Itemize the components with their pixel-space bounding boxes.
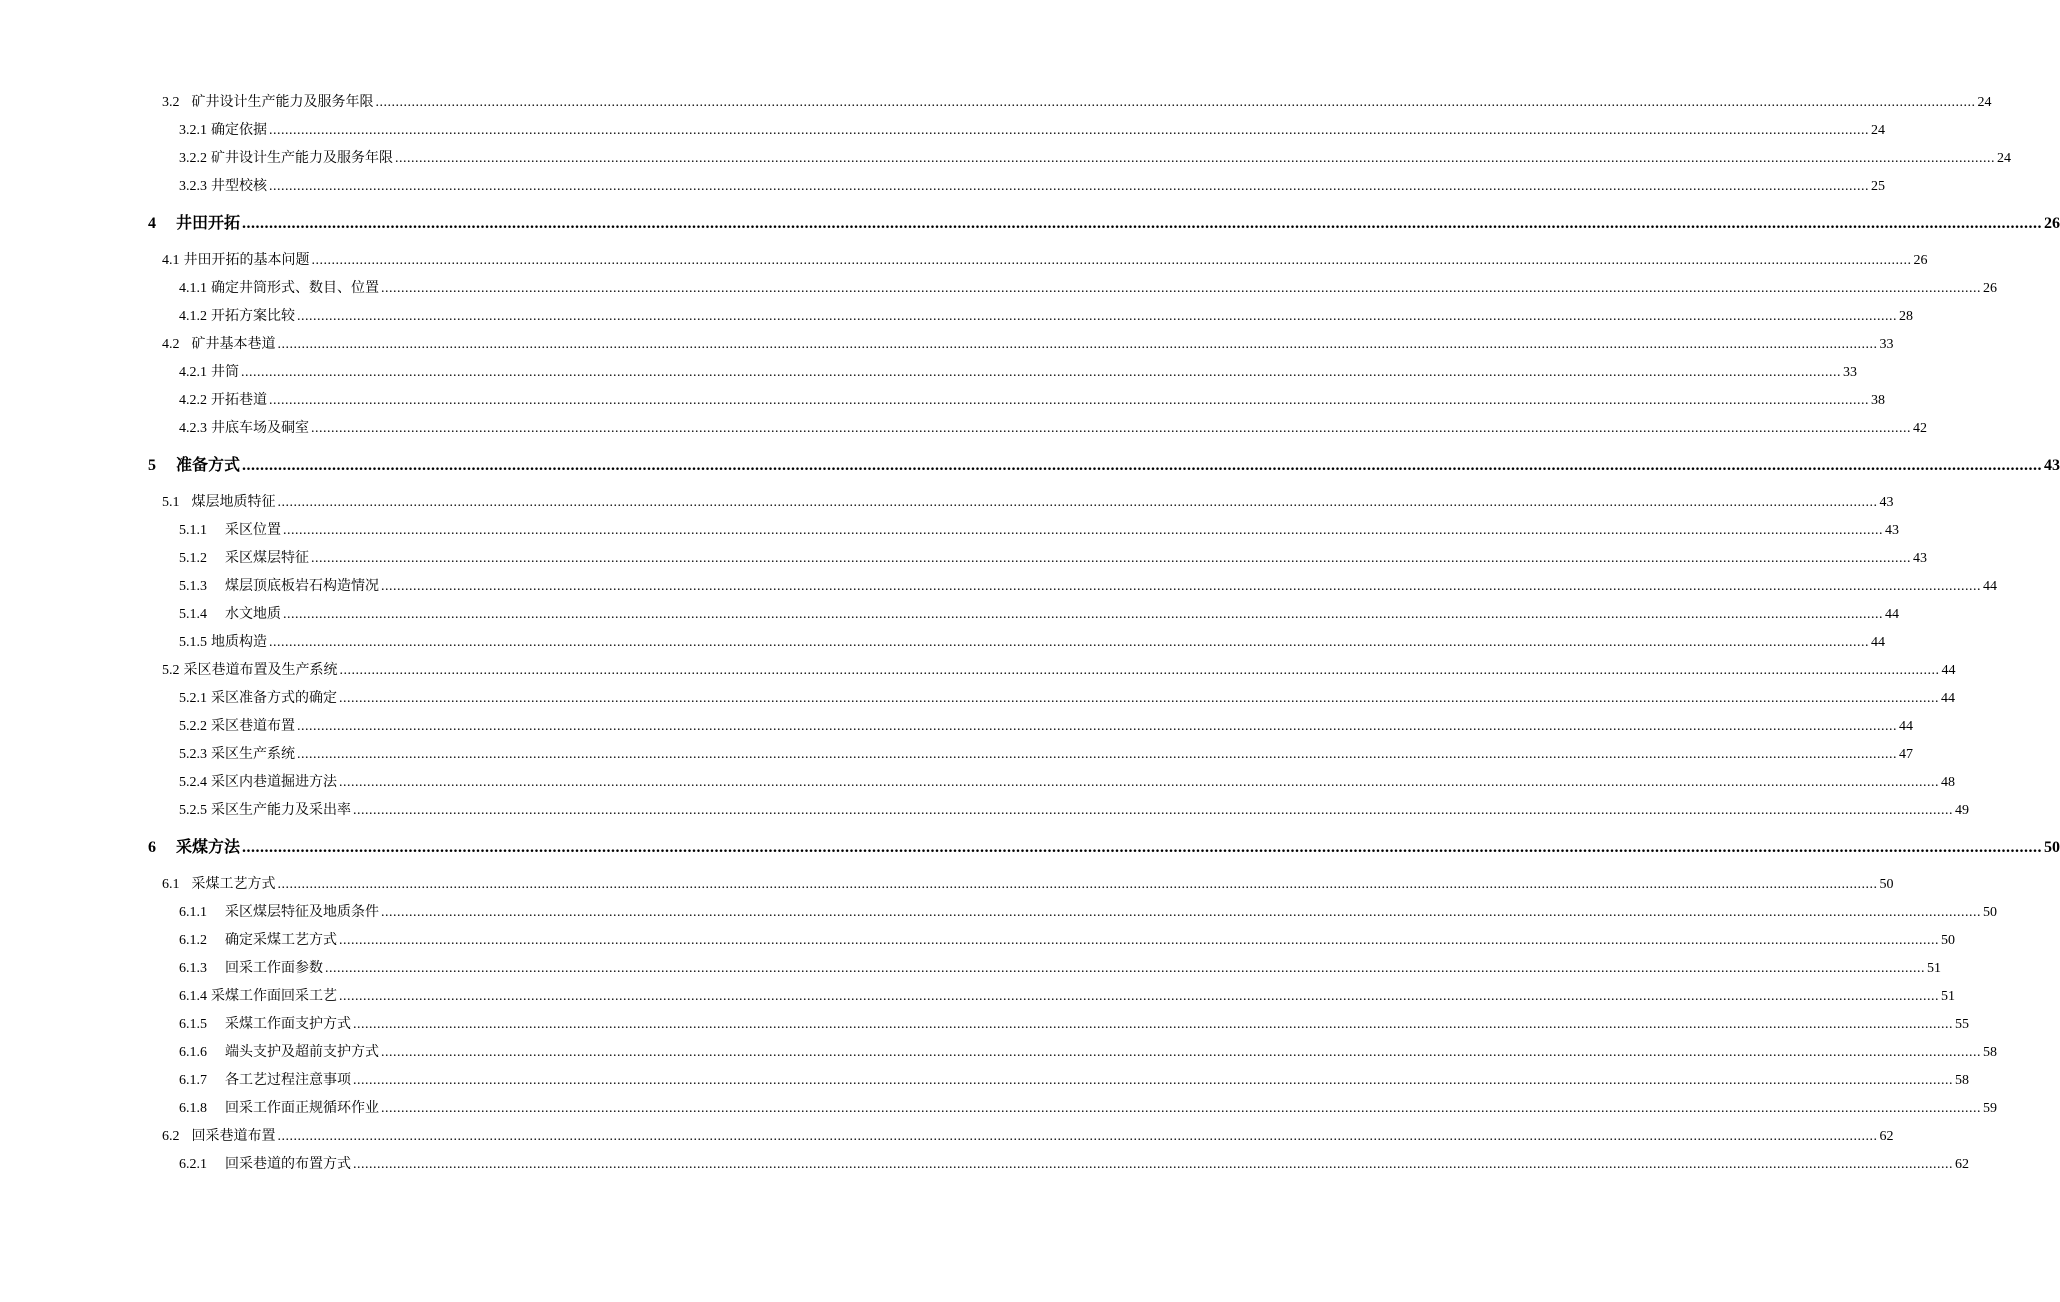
toc-page-number: 62 <box>1955 1157 1969 1172</box>
toc-page-number: 59 <box>1983 1101 1997 1116</box>
toc-dot-leader: ................................................................................................................................................................................................................................................................................................................................................................................................................ <box>269 635 1869 650</box>
toc-dot-leader: ................................................................................................................................................................................................................................................................................................................................................................................................................ <box>242 457 2043 474</box>
toc-entry[interactable] <box>179 1041 1997 1061</box>
toc-page-number: 44 <box>1899 719 1913 734</box>
toc-dot-leader: ................................................................................................................................................................................................................................................................................................................................................................................................................ <box>277 1129 1878 1144</box>
toc-entry-number: 6.2 <box>162 1129 180 1144</box>
toc-page-number: 26 <box>1983 281 1997 296</box>
toc-page-number: 50 <box>1941 933 1955 948</box>
toc-entry-title: 采区煤层特征 <box>225 551 309 566</box>
toc-entry[interactable] <box>179 547 1927 567</box>
toc-entry-title: 采煤工作面回采工艺 <box>211 989 337 1004</box>
toc-page-number: 62 <box>1879 1129 1894 1144</box>
toc-entry[interactable] <box>179 1069 1969 1089</box>
toc-entry-number: 3.2.3 <box>179 179 207 194</box>
toc-entry[interactable] <box>179 799 1969 819</box>
toc-entry[interactable] <box>179 985 1955 1005</box>
toc-dot-leader: ................................................................................................................................................................................................................................................................................................................................................................................................................ <box>311 421 1911 436</box>
toc-entry-number: 5.2 <box>162 663 180 678</box>
toc-entry-number: 4.1 <box>162 253 180 268</box>
toc-entry-title: 采区巷道布置及生产系统 <box>183 663 338 678</box>
toc-entry-title: 矿井基本巷道 <box>191 337 276 352</box>
toc-page-number: 47 <box>1899 747 1913 762</box>
toc-entry-title: 确定依据 <box>211 123 267 138</box>
toc-entry-number: 5.1.4 <box>179 607 207 622</box>
toc-entry-number: 5.1.5 <box>179 635 207 650</box>
toc-entry-number: 4.2.1 <box>179 365 207 380</box>
toc-dot-leader: ................................................................................................................................................................................................................................................................................................................................................................................................................ <box>242 215 2043 232</box>
toc-entry-number: 6 <box>148 839 156 856</box>
toc-page-number: 42 <box>1913 421 1927 436</box>
toc-dot-leader: ................................................................................................................................................................................................................................................................................................................................................................................................................ <box>269 393 1869 408</box>
toc-entry-number: 5.2.5 <box>179 803 207 818</box>
toc-entry-title: 井筒 <box>211 365 239 380</box>
toc-entry-title: 采区生产系统 <box>211 747 295 762</box>
toc-page-number: 50 <box>1983 905 1997 920</box>
toc-chapter-entry[interactable] <box>148 834 2060 857</box>
toc-page-number: 24 <box>1997 151 2011 166</box>
toc-dot-leader: ................................................................................................................................................................................................................................................................................................................................................................................................................ <box>297 309 1897 324</box>
toc-entry[interactable] <box>179 417 1927 437</box>
toc-entry[interactable] <box>179 715 1913 735</box>
toc-entry-number: 5.2.1 <box>179 691 207 706</box>
toc-entry[interactable] <box>179 277 1997 297</box>
toc-entry-title: 端头支护及超前支护方式 <box>225 1045 379 1060</box>
toc-page-number: 25 <box>1871 179 1885 194</box>
toc-dot-leader: ................................................................................................................................................................................................................................................................................................................................................................................................................ <box>277 337 1878 352</box>
toc-page-number: 44 <box>1885 607 1899 622</box>
toc-entry[interactable] <box>179 1013 1969 1033</box>
toc-entry[interactable] <box>179 305 1913 325</box>
toc-entry-number: 4.2.2 <box>179 393 207 408</box>
toc-entry-number: 5.1.2 <box>179 551 207 566</box>
toc-entry[interactable] <box>179 175 1885 195</box>
toc-entry-number: 6.2.1 <box>179 1157 207 1172</box>
toc-entry[interactable] <box>179 631 1885 651</box>
toc-entry-number: 6.1.7 <box>179 1073 207 1088</box>
toc-dot-leader: ................................................................................................................................................................................................................................................................................................................................................................................................................ <box>381 579 1981 594</box>
toc-page-number: 58 <box>1983 1045 1997 1060</box>
toc-entry[interactable] <box>162 91 1992 111</box>
toc-entry-title: 开拓巷道 <box>211 393 267 408</box>
toc-entry-number: 5.1.3 <box>179 579 207 594</box>
toc-page-number: 28 <box>1899 309 1913 324</box>
toc-entry-title: 采煤工作面支护方式 <box>225 1017 351 1032</box>
toc-entry-title: 开拓方案比较 <box>211 309 295 324</box>
toc-dot-leader: ................................................................................................................................................................................................................................................................................................................................................................................................................ <box>353 803 1953 818</box>
toc-entry-number: 6.1.3 <box>179 961 207 976</box>
toc-dot-leader: ................................................................................................................................................................................................................................................................................................................................................................................................................ <box>353 1073 1953 1088</box>
toc-entry[interactable] <box>162 491 1894 511</box>
toc-entry-title: 井田开拓的基本问题 <box>183 253 310 268</box>
toc-entry-number: 6.1 <box>162 877 180 892</box>
toc-entry[interactable] <box>162 249 1928 269</box>
toc-page-number: 24 <box>1871 123 1885 138</box>
toc-dot-leader: ................................................................................................................................................................................................................................................................................................................................................................................................................ <box>381 905 1981 920</box>
toc-entry[interactable] <box>179 389 1885 409</box>
toc-entry-title: 井底车场及硐室 <box>211 421 309 436</box>
toc-entry-title: 准备方式 <box>176 457 241 474</box>
toc-entry-number: 5.2.2 <box>179 719 207 734</box>
toc-dot-leader: ................................................................................................................................................................................................................................................................................................................................................................................................................ <box>325 961 1925 976</box>
toc-dot-leader: ................................................................................................................................................................................................................................................................................................................................................................................................................ <box>269 179 1869 194</box>
toc-entry[interactable] <box>162 659 1956 679</box>
toc-entry-number: 6.1.4 <box>179 989 207 1004</box>
toc-page-number: 55 <box>1955 1017 1969 1032</box>
toc-entry[interactable] <box>179 119 1885 139</box>
toc-dot-leader: ................................................................................................................................................................................................................................................................................................................................................................................................................ <box>242 839 2043 856</box>
toc-dot-leader: ................................................................................................................................................................................................................................................................................................................................................................................................................ <box>297 719 1897 734</box>
toc-dot-leader: ................................................................................................................................................................................................................................................................................................................................................................................................................ <box>297 747 1897 762</box>
toc-dot-leader: ................................................................................................................................................................................................................................................................................................................................................................................................................ <box>311 253 1912 268</box>
toc-page-number: 50 <box>2044 839 2060 856</box>
toc-page-number: 49 <box>1955 803 1969 818</box>
toc-entry-title: 矿井设计生产能力及服务年限 <box>191 95 374 110</box>
toc-dot-leader: ................................................................................................................................................................................................................................................................................................................................................................................................................ <box>375 95 1976 110</box>
toc-dot-leader: ................................................................................................................................................................................................................................................................................................................................................................................................................ <box>283 607 1883 622</box>
toc-page-number: 24 <box>1977 95 1992 110</box>
toc-page-number: 58 <box>1955 1073 1969 1088</box>
toc-entry[interactable] <box>162 873 1894 893</box>
toc-entry-number: 5.2.4 <box>179 775 207 790</box>
toc-dot-leader: ................................................................................................................................................................................................................................................................................................................................................................................................................ <box>381 1045 1981 1060</box>
toc-entry-title: 采区煤层特征及地质条件 <box>225 905 379 920</box>
toc-page-number: 38 <box>1871 393 1885 408</box>
toc-entry-title: 采区生产能力及采出率 <box>211 803 351 818</box>
toc-entry-number: 5 <box>148 457 156 474</box>
toc-page-number: 43 <box>1885 523 1899 538</box>
toc-page-number: 44 <box>1871 635 1885 650</box>
toc-entry[interactable] <box>162 1125 1894 1145</box>
toc-entry-title: 井田开拓 <box>176 215 241 232</box>
toc-entry[interactable] <box>162 333 1894 353</box>
toc-entry[interactable] <box>179 901 1997 921</box>
toc-entry[interactable] <box>179 575 1997 595</box>
toc-entry-title: 采区准备方式的确定 <box>211 691 337 706</box>
toc-entry-title: 煤层顶底板岩石构造情况 <box>225 579 379 594</box>
toc-page-number: 44 <box>1983 579 1997 594</box>
toc-page-number: 33 <box>1843 365 1857 380</box>
toc-entry-title: 地质构造 <box>211 635 267 650</box>
toc-page-number: 43 <box>1913 551 1927 566</box>
toc-dot-leader: ................................................................................................................................................................................................................................................................................................................................................................................................................ <box>241 365 1841 380</box>
toc-dot-leader: ................................................................................................................................................................................................................................................................................................................................................................................................................ <box>339 691 1939 706</box>
toc-entry-number: 3.2 <box>162 95 180 110</box>
toc-dot-leader: ................................................................................................................................................................................................................................................................................................................................................................................................................ <box>353 1017 1953 1032</box>
toc-dot-leader: ................................................................................................................................................................................................................................................................................................................................................................................................................ <box>277 877 1878 892</box>
toc-chapter-entry[interactable] <box>148 210 2060 233</box>
toc-entry-title: 煤层地质特征 <box>191 495 276 510</box>
toc-entry[interactable] <box>179 771 1955 791</box>
toc-dot-leader: ................................................................................................................................................................................................................................................................................................................................................................................................................ <box>277 495 1878 510</box>
toc-entry-title: 采煤方法 <box>176 839 241 856</box>
toc-entry-title: 回采巷道布置 <box>191 1129 276 1144</box>
toc-entry-number: 4.1.1 <box>179 281 207 296</box>
toc-page-number: 26 <box>1913 253 1928 268</box>
toc-entry-number: 6.1.6 <box>179 1045 207 1060</box>
toc-dot-leader: ................................................................................................................................................................................................................................................................................................................................................................................................................ <box>339 989 1939 1004</box>
toc-dot-leader: ................................................................................................................................................................................................................................................................................................................................................................................................................ <box>283 523 1883 538</box>
toc-entry[interactable] <box>179 743 1913 763</box>
toc-entry-number: 4 <box>148 215 156 232</box>
toc-entry-number: 3.2.1 <box>179 123 207 138</box>
toc-entry-number: 5.2.3 <box>179 747 207 762</box>
toc-entry[interactable] <box>179 1097 1997 1117</box>
toc-entry-title: 矿井设计生产能力及服务年限 <box>211 151 393 166</box>
toc-dot-leader: ................................................................................................................................................................................................................................................................................................................................................................................................................ <box>339 775 1939 790</box>
toc-entry[interactable] <box>179 1153 1969 1173</box>
toc-entry-title: 采区巷道布置 <box>211 719 295 734</box>
toc-dot-leader: ................................................................................................................................................................................................................................................................................................................................................................................................................ <box>381 1101 1981 1116</box>
toc-dot-leader: ................................................................................................................................................................................................................................................................................................................................................................................................................ <box>353 1157 1953 1172</box>
toc-entry-number: 6.1.2 <box>179 933 207 948</box>
toc-entry-title: 各工艺过程注意事项 <box>225 1073 351 1088</box>
toc-entry-title: 水文地质 <box>225 607 281 622</box>
toc-entry-title: 回采工作面参数 <box>225 961 323 976</box>
toc-page-number: 51 <box>1941 989 1955 1004</box>
toc-entry[interactable] <box>179 687 1955 707</box>
toc-entry-number: 4.2 <box>162 337 180 352</box>
toc-entry-title: 回采工作面正规循环作业 <box>225 1101 379 1116</box>
toc-page-number: 43 <box>1879 495 1894 510</box>
toc-entry-title: 采煤工艺方式 <box>191 877 276 892</box>
toc-entry-number: 5.1.1 <box>179 523 207 538</box>
toc-page-number: 50 <box>1879 877 1894 892</box>
toc-entry-title: 采区位置 <box>225 523 281 538</box>
toc-entry-number: 6.1.5 <box>179 1017 207 1032</box>
toc-entry-number: 3.2.2 <box>179 151 207 166</box>
toc-page-number: 44 <box>1941 663 1956 678</box>
toc-dot-leader: ................................................................................................................................................................................................................................................................................................................................................................................................................ <box>339 663 1940 678</box>
toc-entry[interactable] <box>179 519 1899 539</box>
toc-entry-title: 井型校核 <box>211 179 267 194</box>
toc-dot-leader: ................................................................................................................................................................................................................................................................................................................................................................................................................ <box>269 123 1869 138</box>
toc-page-number: 48 <box>1941 775 1955 790</box>
toc-entry[interactable] <box>179 361 1857 381</box>
toc-page-number: 51 <box>1927 961 1941 976</box>
toc-entry-number: 6.1.1 <box>179 905 207 920</box>
toc-page-number: 33 <box>1879 337 1894 352</box>
toc-entry-number: 4.2.3 <box>179 421 207 436</box>
toc-entry[interactable] <box>179 929 1955 949</box>
toc-entry-title: 采区内巷道掘进方法 <box>211 775 337 790</box>
toc-entry[interactable] <box>179 147 2011 167</box>
toc-entry-number: 5.1 <box>162 495 180 510</box>
toc-entry-number: 4.1.2 <box>179 309 207 324</box>
toc-page-number: 26 <box>2044 215 2060 232</box>
toc-page-number: 43 <box>2044 457 2060 474</box>
toc-page-number: 44 <box>1941 691 1955 706</box>
toc-dot-leader: ................................................................................................................................................................................................................................................................................................................................................................................................................ <box>381 281 1981 296</box>
toc-dot-leader: ................................................................................................................................................................................................................................................................................................................................................................................................................ <box>311 551 1911 566</box>
toc-dot-leader: ................................................................................................................................................................................................................................................................................................................................................................................................................ <box>395 151 1995 166</box>
toc-entry-number: 6.1.8 <box>179 1101 207 1116</box>
toc-entry-title: 确定采煤工艺方式 <box>225 933 337 948</box>
toc-entry-title: 确定井筒形式、数目、位置 <box>211 281 379 296</box>
toc-dot-leader: ................................................................................................................................................................................................................................................................................................................................................................................................................ <box>339 933 1939 948</box>
toc-entry[interactable] <box>179 603 1899 623</box>
toc-chapter-entry[interactable] <box>148 452 2060 475</box>
toc-entry-title: 回采巷道的布置方式 <box>225 1157 351 1172</box>
toc-entry[interactable] <box>179 957 1941 977</box>
